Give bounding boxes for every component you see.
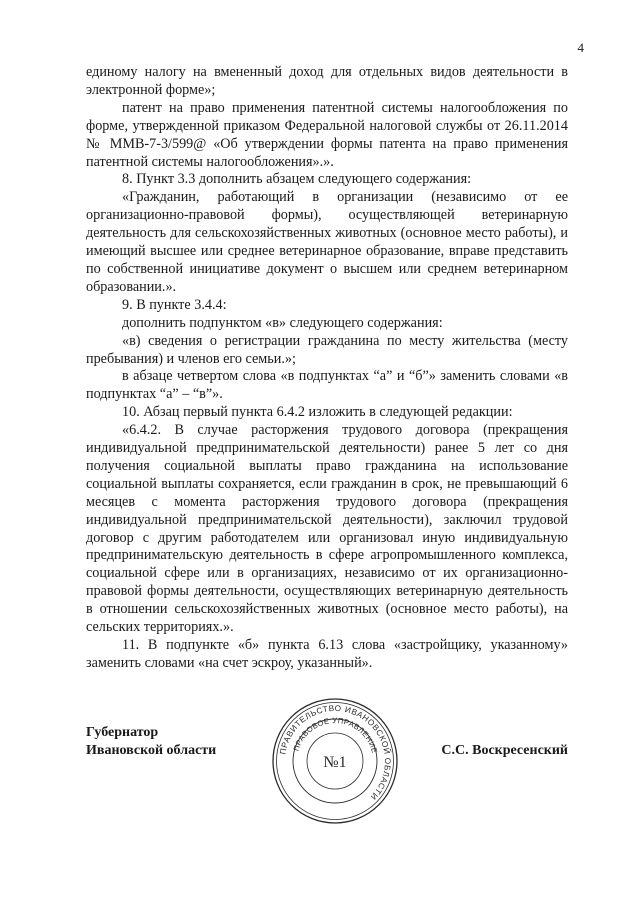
signature-name: С.С. Воскресенский — [441, 743, 568, 758]
official-stamp — [270, 696, 400, 826]
document-paragraph: «в) сведения о регистрации гражданина по месту жительства (месту пребывания) и членов его семьи.»; — [86, 332, 568, 367]
document-paragraph: «Гражданин, работающий в организации (независимо от ее организационно-правовой формы), осуществляющей ветеринарную деятельность для сельскохозяйственных животных (основное место работы), и имеющий высшее или среднее ветеринарное образование, вправе представить по собственной инициативе документ о высшем или среднем ветеринарном образовании.». — [86, 189, 568, 295]
page-number: 4 — [577, 40, 584, 55]
signature-title-line: Ивановской области — [86, 743, 217, 758]
document-paragraph: патент на право применения патентной системы налогообложения по форме, утвержденной приказом Федеральной налоговой службы от 26.11.2014 № ММВ-7-3/599@ «Об утверждении формы патента на право применения патентной системы налогообложения».». — [86, 99, 568, 170]
stamp-outer-text: ПРАВИТЕЛЬСТВО ИВАНОВСКОЙ ОБЛАСТИ — [278, 703, 393, 802]
document-paragraph: 9. В пункте 3.4.4: — [122, 296, 227, 313]
document-paragraph: 8. Пункт 3.3 дополнить абзацем следующего содержания: — [122, 171, 472, 188]
document-paragraph: 10. Абзац первый пункта 6.4.2 изложить в следующей редакции: — [122, 404, 513, 421]
document-paragraph: единому налогу на вмененный доход для отдельных видов деятельности в электронной форме»; — [86, 64, 568, 98]
document-paragraph: 11. В подпункте «б» пункта 6.13 слова «застройщику, указанному» заменить словами «на счет эскроу, указанный». — [86, 637, 568, 671]
stamp-inner-text: ПРАВОВОЕ УПРАВЛЕНИЕ — [291, 715, 380, 755]
document-body — [86, 64, 568, 673]
signature-title — [86, 724, 216, 760]
signature-title-line: Губернатор — [86, 725, 159, 740]
document-paragraph: в абзаце четвертом слова «в подпунктах “а” и “б”» заменить словами «в подпунктах “а” – “в”». — [86, 368, 568, 403]
signature-block — [86, 703, 568, 804]
document-paragraph: дополнить подпунктом «в» следующего содержания: — [122, 314, 443, 331]
document-paragraph: «6.4.2. В случае расторжения трудового договора (прекращения индивидуальной предпринимательской деятельности) ранее 5 лет со дня получения социальной выплаты право гражданина на использование социальной выплаты сохраняется, если гражданин в срок, не превышающий 6 месяцев с момента расторжения трудового договора (прекращения индивидуальной предпринимательской деятельности), заключил трудовой договор с другим работодателем или организовал иную индивидуальную предпринимательскую деятельность в сфере агропромышленного комплекса, социальной сфере или в организациях, независимо от их организационно-правовой формы деятельности, осуществляющих ветеринарную деятельность в отношении сельскохозяйственных животных (основное место работы), на сельских территориях.». — [86, 422, 568, 636]
stamp-number: №1 — [323, 754, 347, 771]
